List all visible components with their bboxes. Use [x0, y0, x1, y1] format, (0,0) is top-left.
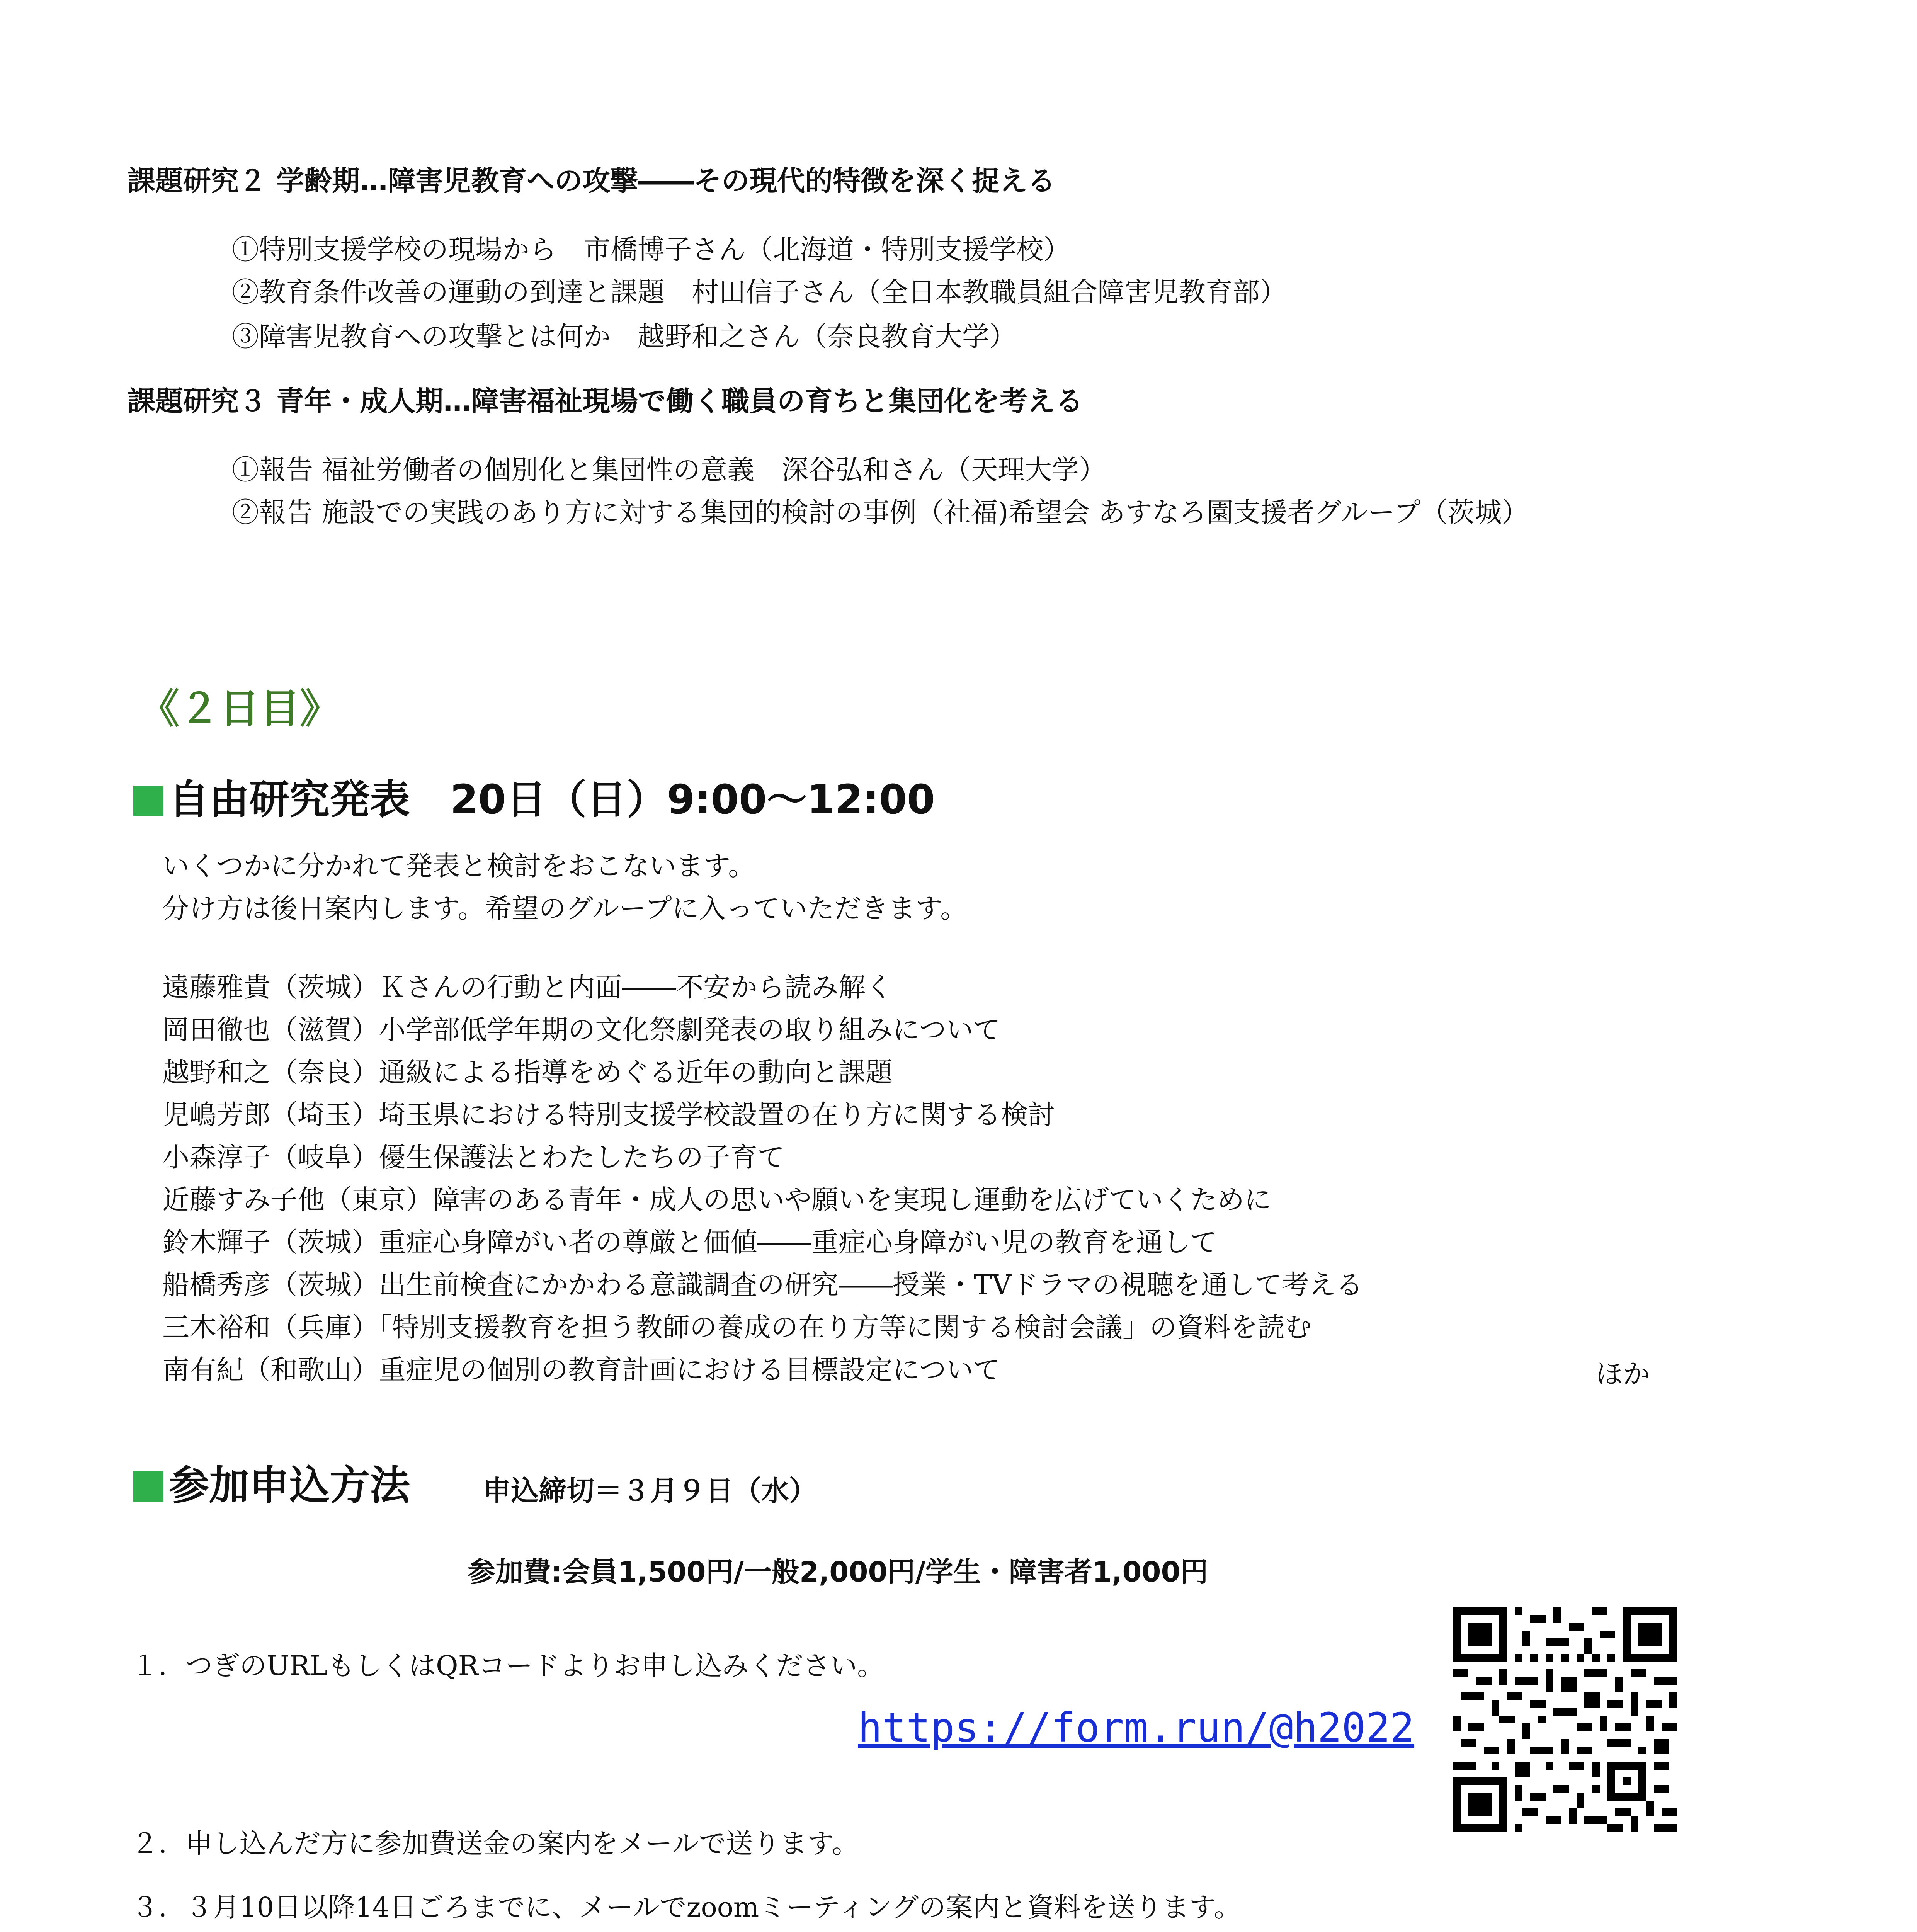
list-item: 船橋秀彦（茨城）出生前検査にかかわる意識調査の研究――授業・TVドラマの視聴を通して考える	[162, 1269, 1363, 1301]
apply-step-1: １．つぎのURLもしくはQRコードよりお申し込みください。	[131, 1650, 885, 1682]
free-research-title: 自由研究発表 20日（日）9:00～12:00	[169, 776, 935, 823]
apply-heading	[133, 1453, 410, 1511]
list-item: 鈴木輝子（茨城）重症心身障がい者の尊厳と価値――重症心身障がい児の教育を通して	[162, 1226, 1217, 1258]
research3-title: 課題研究３ 青年・成人期…障害福祉現場で働く職員の育ちと集団化を考える	[128, 385, 1084, 417]
list-item: 越野和之（奈良）通級による指導をめぐる近年の動向と課題	[162, 1056, 893, 1088]
apply-deadline: 申込締切＝３月９日（水）	[483, 1475, 817, 1507]
apply-step-3: ３．３月10日以降14日ごろまでに、メールでzoomミーティングの案内と資料を送ります。	[131, 1891, 1241, 1923]
apply-step-2: ２．申し込んだ方に参加費送金の案内をメールで送ります。	[131, 1828, 859, 1859]
presentation-list	[162, 966, 1363, 1391]
list-item: 児嶋芳郎（埼玉）埼玉県における特別支援学校設置の在り方に関する検討	[162, 1099, 1055, 1131]
research2-item-2: ②教育条件改善の運動の到達と課題 村田信子さん（全日本教職員組合障害児教育部）	[232, 276, 1287, 308]
list-item: 近藤すみ子他（東京）障害のある青年・成人の思いや願いを実現し運動を広げていくために	[162, 1184, 1271, 1216]
research3-item-1: ①報告 福祉労働者の個別化と集団性の意義 深谷弘和さん（天理大学）	[232, 454, 1106, 486]
list-item: 三木裕和（兵庫）「特別支援教育を担う教師の養成の在り方等に関する検討会議」の資料を読む	[162, 1311, 1312, 1343]
list-item: 岡田徹也（滋賀）小学部低学年期の文化祭劇発表の取り組みについて	[162, 1014, 1000, 1046]
apply-title: 参加申込方法	[169, 1462, 410, 1509]
research2-item-3: ③障害児教育への攻撃とは何か 越野和之さん（奈良教育大学）	[232, 321, 1016, 352]
free-research-intro-2: 分け方は後日案内します。希望のグループに入っていただきます。	[162, 893, 968, 924]
day2-heading: 《２日目》	[139, 685, 340, 732]
green-square-icon	[133, 1471, 163, 1502]
research2-item-1: ①特別支援学校の現場から 市橋博子さん（北海道・特別支援学校）	[232, 234, 1070, 265]
list-item: 小森淳子（岐阜）優生保護法とわたしたちの子育て	[162, 1141, 784, 1173]
research3-item-2: ②報告 施設での実践のあり方に対する集団的検討の事例（社福)希望会 あすなろ園支援者グループ（茨城）	[232, 497, 1529, 528]
research2-title: 課題研究２ 学齢期…障害児教育への攻撃――その現代的特徴を深く捉える	[128, 165, 1056, 197]
apply-fee: 参加費:会員1,500円/一般2,000円/学生・障害者1,000円	[468, 1556, 1208, 1588]
apply-form-link[interactable]: https://form.run/@h2022	[858, 1704, 1415, 1751]
green-square-icon	[133, 786, 163, 816]
free-research-heading	[133, 767, 935, 825]
presentation-etc: ほか	[1596, 1358, 1650, 1390]
list-item: 南有紀（和歌山）重症児の個別の教育計画における目標設定について	[162, 1354, 1000, 1386]
free-research-intro-1: いくつかに分かれて発表と検討をおこないます。	[162, 850, 755, 882]
list-item: 遠藤雅貴（茨城）Ｋさんの行動と内面――不安から読み解く	[162, 971, 893, 1003]
qr-code-icon[interactable]	[1453, 1607, 1677, 1832]
